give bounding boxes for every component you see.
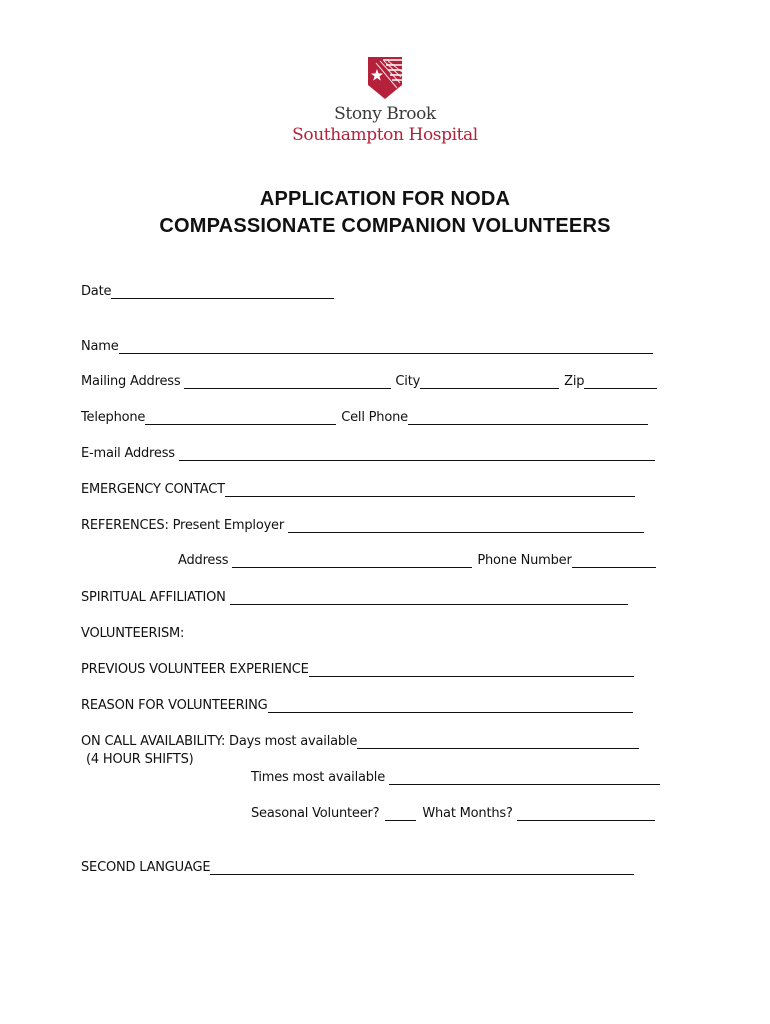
address-row [81, 374, 657, 389]
previous-experience-row [81, 662, 634, 677]
title-line-1: APPLICATION FOR NODA [259, 188, 511, 210]
zip-label: Zip [564, 374, 585, 389]
title-line-2: COMPASSIONATE COMPANION VOLUNTEERS [159, 215, 611, 237]
email-field[interactable] [179, 446, 655, 461]
shifts-note: (4 HOUR SHIFTS) [86, 752, 194, 767]
reference-address-field[interactable] [232, 553, 472, 568]
logo-text-stony-brook: Stony Brook [334, 104, 436, 124]
reason-label: REASON FOR VOLUNTEERING [81, 698, 268, 713]
reference-phone-field[interactable] [572, 553, 656, 568]
previous-experience-field[interactable] [309, 662, 634, 677]
spiritual-affiliation-label: SPIRITUAL AFFILIATION [81, 590, 226, 605]
volunteerism-heading: VOLUNTEERISM: [81, 626, 185, 641]
cell-phone-field[interactable] [408, 410, 648, 425]
zip-field[interactable] [584, 374, 657, 389]
spiritual-row [81, 590, 628, 605]
cell-phone-label: Cell Phone [341, 410, 408, 425]
present-employer-field[interactable] [288, 518, 644, 533]
reason-row [81, 698, 633, 713]
second-language-label: SECOND LANGUAGE [81, 860, 211, 875]
times-row [251, 770, 660, 785]
reference-address-row [178, 553, 656, 568]
mailing-address-field[interactable] [184, 374, 391, 389]
page-title [0, 186, 770, 240]
telephone-row [81, 410, 648, 425]
name-label: Name [81, 339, 119, 354]
months-field[interactable] [517, 806, 655, 821]
emergency-contact-label: EMERGENCY CONTACT [81, 482, 225, 497]
days-available-field[interactable] [357, 734, 639, 749]
on-call-label: ON CALL AVAILABILITY: Days most available [81, 734, 358, 749]
hospital-logo-icon [366, 55, 404, 101]
times-label: Times most available [251, 770, 386, 785]
months-label: What Months? [422, 806, 513, 821]
reference-address-label: Address [178, 553, 229, 568]
spiritual-affiliation-field[interactable] [230, 590, 628, 605]
city-label: City [395, 374, 421, 389]
seasonal-field[interactable] [385, 806, 416, 821]
volunteerism-row [81, 626, 184, 641]
logo-text-southampton-hospital: Southampton Hospital [292, 125, 478, 145]
date-row [81, 284, 334, 299]
references-row [81, 518, 644, 533]
references-label: REFERENCES: Present Employer [81, 518, 285, 533]
previous-experience-label: PREVIOUS VOLUNTEER EXPERIENCE [81, 662, 309, 677]
name-row [81, 339, 653, 354]
date-field[interactable] [111, 284, 334, 299]
seasonal-row [251, 806, 655, 821]
email-label: E-mail Address [81, 446, 175, 461]
city-field[interactable] [420, 374, 559, 389]
reason-field[interactable] [268, 698, 633, 713]
mailing-address-label: Mailing Address [81, 374, 181, 389]
telephone-field[interactable] [145, 410, 336, 425]
date-label: Date [81, 284, 112, 299]
on-call-row [81, 734, 639, 749]
emergency-contact-field[interactable] [225, 482, 635, 497]
times-available-field[interactable] [389, 770, 660, 785]
second-language-field[interactable] [210, 860, 634, 875]
email-row [81, 446, 655, 461]
seasonal-label: Seasonal Volunteer? [251, 806, 380, 821]
telephone-label: Telephone [81, 410, 146, 425]
name-field[interactable] [119, 339, 653, 354]
second-language-row [81, 860, 634, 875]
reference-phone-label: Phone Number [477, 553, 572, 568]
emergency-contact-row [81, 482, 635, 497]
